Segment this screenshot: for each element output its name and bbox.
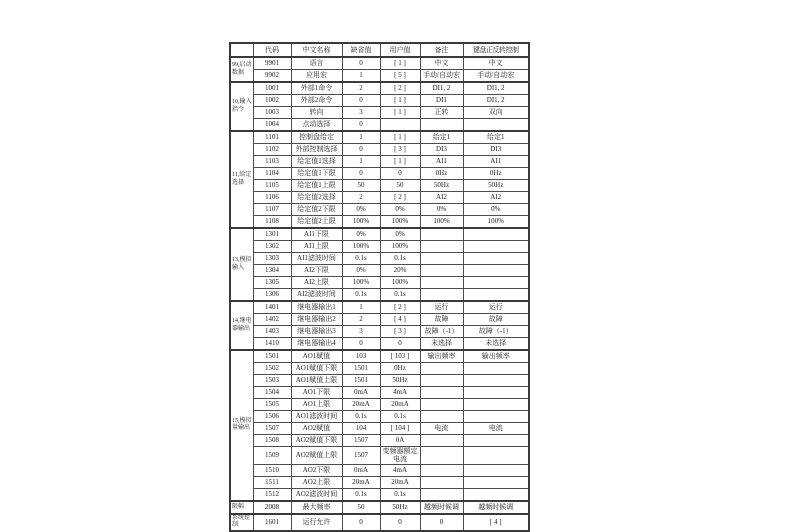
cell-remark: 故障 bbox=[420, 314, 463, 326]
cell-code: 1302 bbox=[253, 241, 291, 253]
cell-code: 1512 bbox=[253, 488, 291, 501]
cell-code: 1502 bbox=[253, 363, 291, 375]
cell-scenario bbox=[463, 411, 529, 423]
cell-default: 0.1s bbox=[342, 488, 380, 501]
cell-remark bbox=[420, 464, 463, 476]
cell-scenario bbox=[463, 399, 529, 411]
group-label: 限幅 bbox=[230, 501, 253, 514]
cell-scenario: 故障（-1） bbox=[463, 326, 529, 338]
cell-remark: AI1 bbox=[420, 156, 463, 168]
cell-default: 50 bbox=[342, 180, 380, 192]
cell-name: 给定值1上限 bbox=[291, 180, 342, 192]
cell-name: 继电器输出3 bbox=[291, 326, 342, 338]
table-row bbox=[230, 501, 529, 514]
cell-name: AO1赋值下限 bbox=[291, 363, 342, 375]
cell-name: 给定值2选择 bbox=[291, 192, 342, 204]
cell-remark: 故障（-1） bbox=[420, 326, 463, 338]
cell-scenario bbox=[463, 435, 529, 447]
table-row bbox=[230, 447, 529, 465]
cell-default: 0.1s bbox=[342, 411, 380, 423]
cell-code: 1509 bbox=[253, 447, 291, 465]
cell-name: AO2赋值下限 bbox=[291, 435, 342, 447]
cell-code: 1401 bbox=[253, 301, 291, 314]
cell-user: 4mA bbox=[380, 464, 420, 476]
table-row bbox=[230, 228, 529, 241]
cell-code: 1107 bbox=[253, 204, 291, 216]
cell-code: 1105 bbox=[253, 180, 291, 192]
table-row bbox=[230, 476, 529, 488]
cell-default: 0mA bbox=[342, 387, 380, 399]
table-row bbox=[230, 488, 529, 501]
cell-user bbox=[380, 119, 420, 132]
table-row bbox=[230, 350, 529, 363]
cell-default: 1 bbox=[342, 301, 380, 314]
cell-default: 3 bbox=[342, 107, 380, 119]
cell-scenario bbox=[463, 119, 529, 132]
cell-remark: 100% bbox=[420, 216, 463, 229]
table-row bbox=[230, 216, 529, 229]
cell-name: 最大频率 bbox=[291, 501, 342, 514]
cell-code: 1506 bbox=[253, 411, 291, 423]
header-remark: 备注 bbox=[420, 43, 463, 57]
table-row bbox=[230, 338, 529, 351]
cell-code: 9901 bbox=[253, 57, 291, 70]
group-label: 11,给定选择 bbox=[230, 131, 253, 228]
cell-user: 20mA bbox=[380, 399, 420, 411]
cell-default: 0.1s bbox=[342, 289, 380, 302]
cell-code: 1306 bbox=[253, 289, 291, 302]
cell-code: 2008 bbox=[253, 501, 291, 514]
cell-default: 0 bbox=[342, 119, 380, 132]
header-default: 缺省值 bbox=[342, 43, 380, 57]
cell-user: 0 bbox=[380, 168, 420, 180]
table-row bbox=[230, 363, 529, 375]
cell-code: 1001 bbox=[253, 82, 291, 95]
cell-name: 外部控制选择 bbox=[291, 144, 342, 156]
cell-default: 100% bbox=[342, 216, 380, 229]
cell-remark: 给定1 bbox=[420, 131, 463, 144]
table-row bbox=[230, 301, 529, 314]
cell-scenario: 未选择 bbox=[463, 338, 529, 351]
cell-default: 103 bbox=[342, 350, 380, 363]
cell-scenario bbox=[463, 464, 529, 476]
table-row bbox=[230, 423, 529, 435]
cell-default: 0 bbox=[342, 144, 380, 156]
cell-remark bbox=[420, 387, 463, 399]
table-row bbox=[230, 107, 529, 119]
cell-user: 0.1s bbox=[380, 488, 420, 501]
cell-user: 0.1s bbox=[380, 411, 420, 423]
cell-remark bbox=[420, 435, 463, 447]
cell-name: AI1下限 bbox=[291, 228, 342, 241]
cell-remark: 中文 bbox=[420, 57, 463, 70]
cell-name: AO2上限 bbox=[291, 476, 342, 488]
cell-scenario: AI2 bbox=[463, 192, 529, 204]
cell-default: 0 bbox=[342, 95, 380, 107]
cell-user: [ 4 ] bbox=[380, 314, 420, 326]
table-row bbox=[230, 192, 529, 204]
cell-remark: DI1 bbox=[420, 95, 463, 107]
cell-scenario: 越频时候调 bbox=[463, 501, 529, 514]
cell-default: 104 bbox=[342, 423, 380, 435]
cell-scenario bbox=[463, 363, 529, 375]
cell-name: AI2滤波时间 bbox=[291, 289, 342, 302]
cell-scenario bbox=[463, 476, 529, 488]
cell-user: 100% bbox=[380, 241, 420, 253]
cell-default: 0% bbox=[342, 265, 380, 277]
cell-remark: AI2 bbox=[420, 192, 463, 204]
cell-code: 1501 bbox=[253, 350, 291, 363]
cell-remark bbox=[420, 277, 463, 289]
cell-remark bbox=[420, 399, 463, 411]
cell-scenario bbox=[463, 228, 529, 241]
cell-scenario bbox=[463, 277, 529, 289]
cell-remark bbox=[420, 119, 463, 132]
cell-remark: 电流 bbox=[420, 423, 463, 435]
cell-user: 0Hz bbox=[380, 363, 420, 375]
cell-scenario: DI3 bbox=[463, 144, 529, 156]
cell-name: AI2上限 bbox=[291, 277, 342, 289]
cell-remark: 50Hz bbox=[420, 180, 463, 192]
cell-default: 0 bbox=[342, 338, 380, 351]
cell-user: [ 3 ] bbox=[380, 326, 420, 338]
cell-user: [ 2 ] bbox=[380, 301, 420, 314]
table-row bbox=[230, 144, 529, 156]
cell-code: 1504 bbox=[253, 387, 291, 399]
cell-default: 0 bbox=[342, 57, 380, 70]
cell-user: 50 bbox=[380, 180, 420, 192]
table-row bbox=[230, 435, 529, 447]
group-label: 15,模拟量输出 bbox=[230, 350, 253, 501]
header-user: 用户值 bbox=[380, 43, 420, 57]
cell-user: [ 1 ] bbox=[380, 57, 420, 70]
table-row bbox=[230, 277, 529, 289]
cell-default: 0mA bbox=[342, 464, 380, 476]
cell-scenario bbox=[463, 375, 529, 387]
cell-name: 运行允许 bbox=[291, 514, 342, 531]
cell-code: 1003 bbox=[253, 107, 291, 119]
table-row bbox=[230, 180, 529, 192]
cell-name: AO2赋值上限 bbox=[291, 447, 342, 465]
cell-scenario: DI1, 2 bbox=[463, 82, 529, 95]
cell-user: [ 3 ] bbox=[380, 144, 420, 156]
table-row bbox=[230, 95, 529, 107]
cell-name: 给定值2下限 bbox=[291, 204, 342, 216]
cell-scenario: 运行 bbox=[463, 301, 529, 314]
group-label: 13,模拟输入 bbox=[230, 228, 253, 301]
cell-code: 1004 bbox=[253, 119, 291, 132]
cell-user: 0.1s bbox=[380, 253, 420, 265]
cell-user: [ 2 ] bbox=[380, 82, 420, 95]
cell-user: [ 103 ] bbox=[380, 350, 420, 363]
cell-default: 0 bbox=[342, 514, 380, 531]
cell-code: 1510 bbox=[253, 464, 291, 476]
table-row bbox=[230, 265, 529, 277]
header-group bbox=[230, 43, 253, 57]
table-row bbox=[230, 119, 529, 132]
cell-code: 1002 bbox=[253, 95, 291, 107]
cell-user: [ 1 ] bbox=[380, 95, 420, 107]
cell-default: 0% bbox=[342, 204, 380, 216]
cell-name: 给定值2上限 bbox=[291, 216, 342, 229]
cell-scenario bbox=[463, 265, 529, 277]
table-row bbox=[230, 289, 529, 302]
cell-code: 1303 bbox=[253, 253, 291, 265]
cell-remark: 输出频率 bbox=[420, 350, 463, 363]
table-row bbox=[230, 131, 529, 144]
cell-remark bbox=[420, 241, 463, 253]
cell-remark: 0Hz bbox=[420, 168, 463, 180]
cell-code: 1503 bbox=[253, 375, 291, 387]
header-name: 中文名称 bbox=[291, 43, 342, 57]
cell-default: 100% bbox=[342, 277, 380, 289]
cell-code: 1104 bbox=[253, 168, 291, 180]
table-row bbox=[230, 82, 529, 95]
cell-code: 1507 bbox=[253, 423, 291, 435]
cell-user: 20mA bbox=[380, 476, 420, 488]
cell-remark bbox=[420, 363, 463, 375]
cell-scenario: 故障 bbox=[463, 314, 529, 326]
cell-remark: 运行 bbox=[420, 301, 463, 314]
cell-user: 变频器额定电流 bbox=[380, 447, 420, 465]
cell-name: AO2滤波时间 bbox=[291, 488, 342, 501]
cell-default: 1507 bbox=[342, 435, 380, 447]
cell-user: 20% bbox=[380, 265, 420, 277]
cell-scenario: 输出频率 bbox=[463, 350, 529, 363]
cell-default: 1501 bbox=[342, 375, 380, 387]
cell-default: 1 bbox=[342, 131, 380, 144]
table-row bbox=[230, 204, 529, 216]
header-row bbox=[230, 43, 529, 57]
cell-remark: 未选择 bbox=[420, 338, 463, 351]
cell-code: 1101 bbox=[253, 131, 291, 144]
cell-name: 点动选择 bbox=[291, 119, 342, 132]
cell-remark: DI1, 2 bbox=[420, 82, 463, 95]
cell-scenario: 中文 bbox=[463, 57, 529, 70]
table-row bbox=[230, 253, 529, 265]
cell-remark bbox=[420, 411, 463, 423]
table-row bbox=[230, 375, 529, 387]
cell-name: AO1赋值 bbox=[291, 350, 342, 363]
cell-scenario: 100% bbox=[463, 216, 529, 229]
cell-user: 0 bbox=[380, 514, 420, 531]
cell-default: 20mA bbox=[342, 476, 380, 488]
cell-code: 1508 bbox=[253, 435, 291, 447]
cell-code: 1301 bbox=[253, 228, 291, 241]
cell-default: 1 bbox=[342, 70, 380, 83]
cell-name: AO2赋值 bbox=[291, 423, 342, 435]
table-row bbox=[230, 314, 529, 326]
table-row bbox=[230, 57, 529, 70]
cell-scenario: 0% bbox=[463, 204, 529, 216]
cell-remark: 手动/自动宏 bbox=[420, 70, 463, 83]
cell-user: 100% bbox=[380, 277, 420, 289]
cell-default: 2 bbox=[342, 314, 380, 326]
cell-scenario: 电流 bbox=[463, 423, 529, 435]
header-scenario: 键盘正反转控制 bbox=[463, 43, 529, 57]
cell-name: 控制盘给定 bbox=[291, 131, 342, 144]
cell-name: 给定值1选择 bbox=[291, 156, 342, 168]
cell-scenario bbox=[463, 289, 529, 302]
cell-remark bbox=[420, 289, 463, 302]
cell-name: AO1下限 bbox=[291, 387, 342, 399]
cell-default: 0.1s bbox=[342, 253, 380, 265]
cell-name: AO1赋值上限 bbox=[291, 375, 342, 387]
cell-code: 1402 bbox=[253, 314, 291, 326]
table-row bbox=[230, 464, 529, 476]
group-label: 系统控制 bbox=[230, 514, 253, 531]
cell-code: 1511 bbox=[253, 476, 291, 488]
cell-remark bbox=[420, 265, 463, 277]
cell-name: 继电器输出1 bbox=[291, 301, 342, 314]
cell-name: 继电器输出4 bbox=[291, 338, 342, 351]
cell-user: 0A bbox=[380, 435, 420, 447]
cell-default: 1507 bbox=[342, 447, 380, 465]
cell-user: 0% bbox=[380, 228, 420, 241]
cell-default: 1501 bbox=[342, 363, 380, 375]
cell-code: 1106 bbox=[253, 192, 291, 204]
cell-user: 100% bbox=[380, 216, 420, 229]
cell-remark: 越频时候调 bbox=[420, 501, 463, 514]
cell-code: 1305 bbox=[253, 277, 291, 289]
cell-default: 1 bbox=[342, 156, 380, 168]
cell-remark bbox=[420, 375, 463, 387]
cell-scenario: AI1 bbox=[463, 156, 529, 168]
cell-user: 0 bbox=[380, 338, 420, 351]
cell-user: [ 1 ] bbox=[380, 107, 420, 119]
table-row bbox=[230, 411, 529, 423]
cell-default: 0 bbox=[342, 168, 380, 180]
cell-name: 外部1命令 bbox=[291, 82, 342, 95]
cell-code: 1410 bbox=[253, 338, 291, 351]
cell-remark: 0% bbox=[420, 204, 463, 216]
cell-name: AI1上限 bbox=[291, 241, 342, 253]
cell-scenario: DI1, 2 bbox=[463, 95, 529, 107]
cell-name: AI2下限 bbox=[291, 265, 342, 277]
cell-default: 0% bbox=[342, 228, 380, 241]
cell-user: [ 104 ] bbox=[380, 423, 420, 435]
cell-remark bbox=[420, 253, 463, 265]
cell-scenario: [ 4 ] bbox=[463, 514, 529, 531]
cell-name: 转向 bbox=[291, 107, 342, 119]
group-label: 14,继电器输出 bbox=[230, 301, 253, 350]
cell-scenario bbox=[463, 253, 529, 265]
cell-name: AO2下限 bbox=[291, 464, 342, 476]
cell-name: AI1滤波时间 bbox=[291, 253, 342, 265]
cell-code: 1403 bbox=[253, 326, 291, 338]
cell-code: 1102 bbox=[253, 144, 291, 156]
cell-code: 1103 bbox=[253, 156, 291, 168]
cell-name: 外部2命令 bbox=[291, 95, 342, 107]
cell-code: 1304 bbox=[253, 265, 291, 277]
cell-user: [ 2 ] bbox=[380, 192, 420, 204]
cell-scenario: 0Hz bbox=[463, 168, 529, 180]
cell-scenario: 双向 bbox=[463, 107, 529, 119]
cell-remark: 正转 bbox=[420, 107, 463, 119]
cell-scenario bbox=[463, 387, 529, 399]
cell-default: 50 bbox=[342, 501, 380, 514]
header-code: 代码 bbox=[253, 43, 291, 57]
cell-user: 0.1s bbox=[380, 289, 420, 302]
cell-user: 50Hz bbox=[380, 501, 420, 514]
cell-scenario: 50Hz bbox=[463, 180, 529, 192]
cell-code: 1108 bbox=[253, 216, 291, 229]
cell-user: 0% bbox=[380, 204, 420, 216]
cell-name: AO1上限 bbox=[291, 399, 342, 411]
cell-default: 2 bbox=[342, 82, 380, 95]
table-row bbox=[230, 156, 529, 168]
cell-remark: 0 bbox=[420, 514, 463, 531]
cell-default: 2 bbox=[342, 192, 380, 204]
cell-code: 1505 bbox=[253, 399, 291, 411]
cell-name: 继电器输出2 bbox=[291, 314, 342, 326]
table-row bbox=[230, 399, 529, 411]
parameter-table bbox=[229, 42, 530, 532]
cell-default: 20mA bbox=[342, 399, 380, 411]
cell-name: AO1滤波时间 bbox=[291, 411, 342, 423]
cell-remark: DI3 bbox=[420, 144, 463, 156]
cell-scenario bbox=[463, 447, 529, 465]
cell-scenario bbox=[463, 241, 529, 253]
table-row bbox=[230, 168, 529, 180]
cell-user: [ 1 ] bbox=[380, 156, 420, 168]
cell-scenario: 手动/自动宏 bbox=[463, 70, 529, 83]
cell-code: 9902 bbox=[253, 70, 291, 83]
cell-name: 给定值1下限 bbox=[291, 168, 342, 180]
table-row bbox=[230, 241, 529, 253]
group-label: 10,输入指令 bbox=[230, 82, 253, 131]
cell-scenario bbox=[463, 488, 529, 501]
cell-name: 语言 bbox=[291, 57, 342, 70]
cell-code: 1601 bbox=[253, 514, 291, 531]
table-row bbox=[230, 387, 529, 399]
cell-user: 4mA bbox=[380, 387, 420, 399]
cell-default: 100% bbox=[342, 241, 380, 253]
cell-user: [ 5 ] bbox=[380, 70, 420, 83]
cell-remark bbox=[420, 488, 463, 501]
cell-user: 50Hz bbox=[380, 375, 420, 387]
table-row bbox=[230, 70, 529, 83]
cell-remark bbox=[420, 447, 463, 465]
table-row bbox=[230, 514, 529, 531]
group-label: 99,启动数据 bbox=[230, 57, 253, 82]
table-row bbox=[230, 326, 529, 338]
cell-remark bbox=[420, 228, 463, 241]
cell-remark bbox=[420, 476, 463, 488]
cell-scenario: 给定1 bbox=[463, 131, 529, 144]
cell-default: 3 bbox=[342, 326, 380, 338]
cell-name: 应用宏 bbox=[291, 70, 342, 83]
cell-user: [ 1 ] bbox=[380, 131, 420, 144]
table-body bbox=[230, 57, 529, 531]
